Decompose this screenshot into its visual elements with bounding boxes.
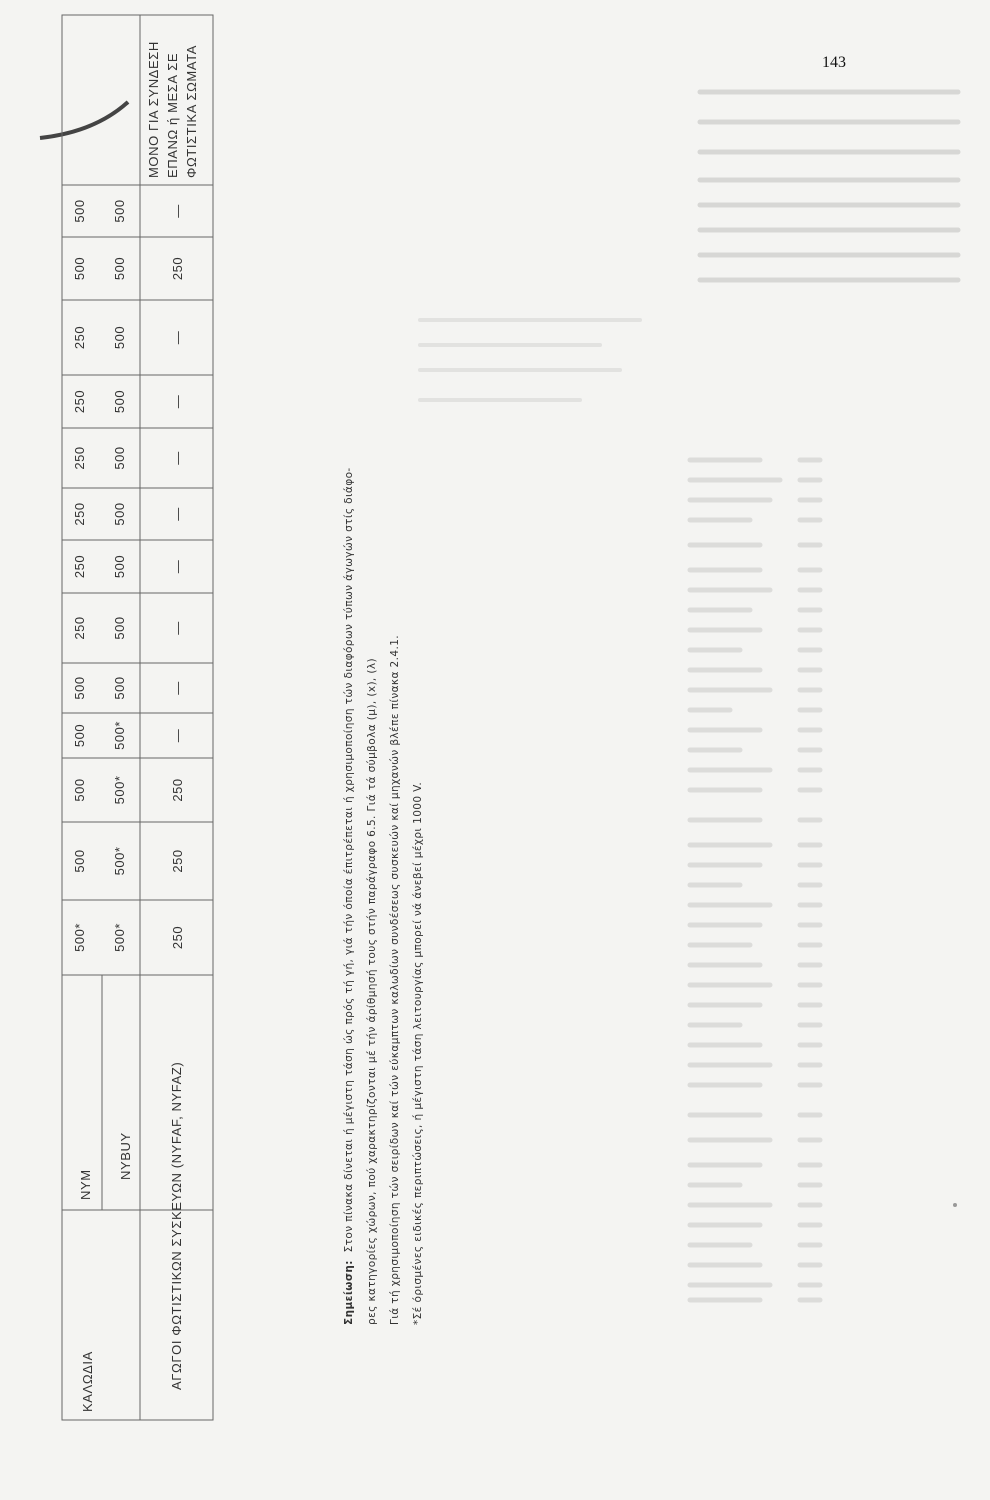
nym-value-cell: 250 — [72, 325, 87, 350]
luminaire-value-cell: 250 — [170, 925, 185, 950]
cable-type-nym: NYM — [78, 1169, 93, 1200]
nym-values-column — [72, 199, 87, 951]
nybuy-value-cell: 500* — [112, 775, 127, 805]
note-line-3: Γιά τή χρησιμοποίηση τών σειρίδων καί τών εύκαμπτων καλωδίων συνδέσεως συσκευών καί μηχανών βλέπε πίνακα 2.4.1. — [389, 634, 401, 1325]
luminaire-value-cell: — — [170, 394, 185, 409]
luminaire-value-cell: 250 — [170, 849, 185, 873]
remark-line-2: ΕΠΑΝΩ ή ΜΕΣΑ ΣΕ — [165, 52, 180, 178]
luminaire-value-cell: — — [170, 621, 185, 635]
luminaire-value-cell: — — [170, 330, 185, 345]
note-line-1: Στον πίνακα δίνεται ή μέγιστη τάση ώς πρός τή γή, γιά τήν όποία έπιτρέπεται ή χρησιμοποίηση τών διαφόρων τύπων άγωγών στίς διάφο- — [343, 467, 355, 1253]
row-label-luminaire-conductors: ΑΓΩΓΟΙ ΦΩΤΙΣΤΙΚΩΝ ΣΥΣΚΕΥΩΝ (NYFAF, NYFAZ) — [169, 1061, 184, 1390]
nybuy-value-cell: 500 — [112, 325, 127, 350]
nybuy-value-cell: 500 — [112, 502, 127, 526]
luminaire-value-cell: — — [170, 728, 185, 743]
remark-line-1: ΜΟΝΟ ΓΙΑ ΣΥΝΔΕΣΗ — [146, 41, 161, 178]
note-line-2: ρες κατηγορίες χώρων, πού χαρακτηρίζονται μέ τήν άρίθμησή τους στήν παράγραφο 6.5. Γιά τά σύμβολα (μ), (x), (λ) — [366, 657, 378, 1325]
nybuy-value-cell: 500* — [112, 846, 127, 876]
nym-value-cell: 250 — [72, 554, 87, 579]
nym-value-cell: 250 — [72, 446, 87, 470]
luminaire-value-cell: 250 — [170, 256, 185, 281]
nybuy-value-cell: 500* — [112, 923, 127, 952]
nybuy-value-cell: 500 — [112, 199, 127, 223]
nym-value-cell: 500 — [72, 676, 87, 700]
luminaire-value-cell: — — [170, 681, 185, 695]
nybuy-value-cell: 500 — [112, 389, 127, 414]
nybuy-value-cell: 500 — [112, 676, 127, 700]
nym-value-cell: 500 — [72, 723, 87, 748]
binding-curve — [40, 102, 128, 138]
voltage-table — [62, 15, 213, 1420]
nym-value-cell: 250 — [72, 616, 87, 640]
note-line-4: *Σέ όρισμένες ειδικές περιπτώσεις, ή μέγιστη τάση λειτουργίας μπορεί νά άνεβεί μέχρι 1000 V. — [412, 781, 424, 1325]
nybuy-value-cell: 500 — [112, 616, 127, 640]
nybuy-value-cell: 500 — [112, 554, 127, 579]
luminaire-value-cell: — — [170, 451, 185, 465]
table-corner-label: ΚΑΛΩΔΙΑ — [80, 1351, 95, 1412]
note-label: Σημείωση: — [343, 1260, 355, 1325]
page-number: 143 — [822, 54, 846, 71]
luminaire-value-cell: — — [170, 507, 185, 521]
nym-value-cell: 250 — [72, 389, 87, 414]
nym-value-cell: 500* — [72, 923, 87, 952]
nym-value-cell: 500 — [72, 199, 87, 223]
remark-line-3: ΦΩΤΙΣΤΙΚΑ ΣΩΜΑΤΑ — [184, 44, 199, 178]
nym-value-cell: 500 — [72, 849, 87, 873]
cable-type-nybuy: NYBUY — [118, 1132, 133, 1180]
luminaire-value-cell: — — [170, 204, 185, 218]
nybuy-values-column — [112, 199, 127, 951]
nybuy-value-cell: 500 — [112, 256, 127, 281]
nym-value-cell: 500 — [72, 778, 87, 802]
nybuy-value-cell: 500 — [112, 446, 127, 470]
nybuy-value-cell: 500* — [112, 721, 127, 750]
nym-value-cell: 250 — [72, 502, 87, 526]
luminaire-value-cell: 250 — [170, 778, 185, 802]
luminaire-values-column — [170, 204, 185, 949]
table-note — [343, 467, 424, 1325]
nym-value-cell: 500 — [72, 256, 87, 281]
svg-text:Σημείωση: Στον πίνακα δί — [343, 467, 355, 1325]
luminaire-value-cell: — — [170, 559, 185, 574]
